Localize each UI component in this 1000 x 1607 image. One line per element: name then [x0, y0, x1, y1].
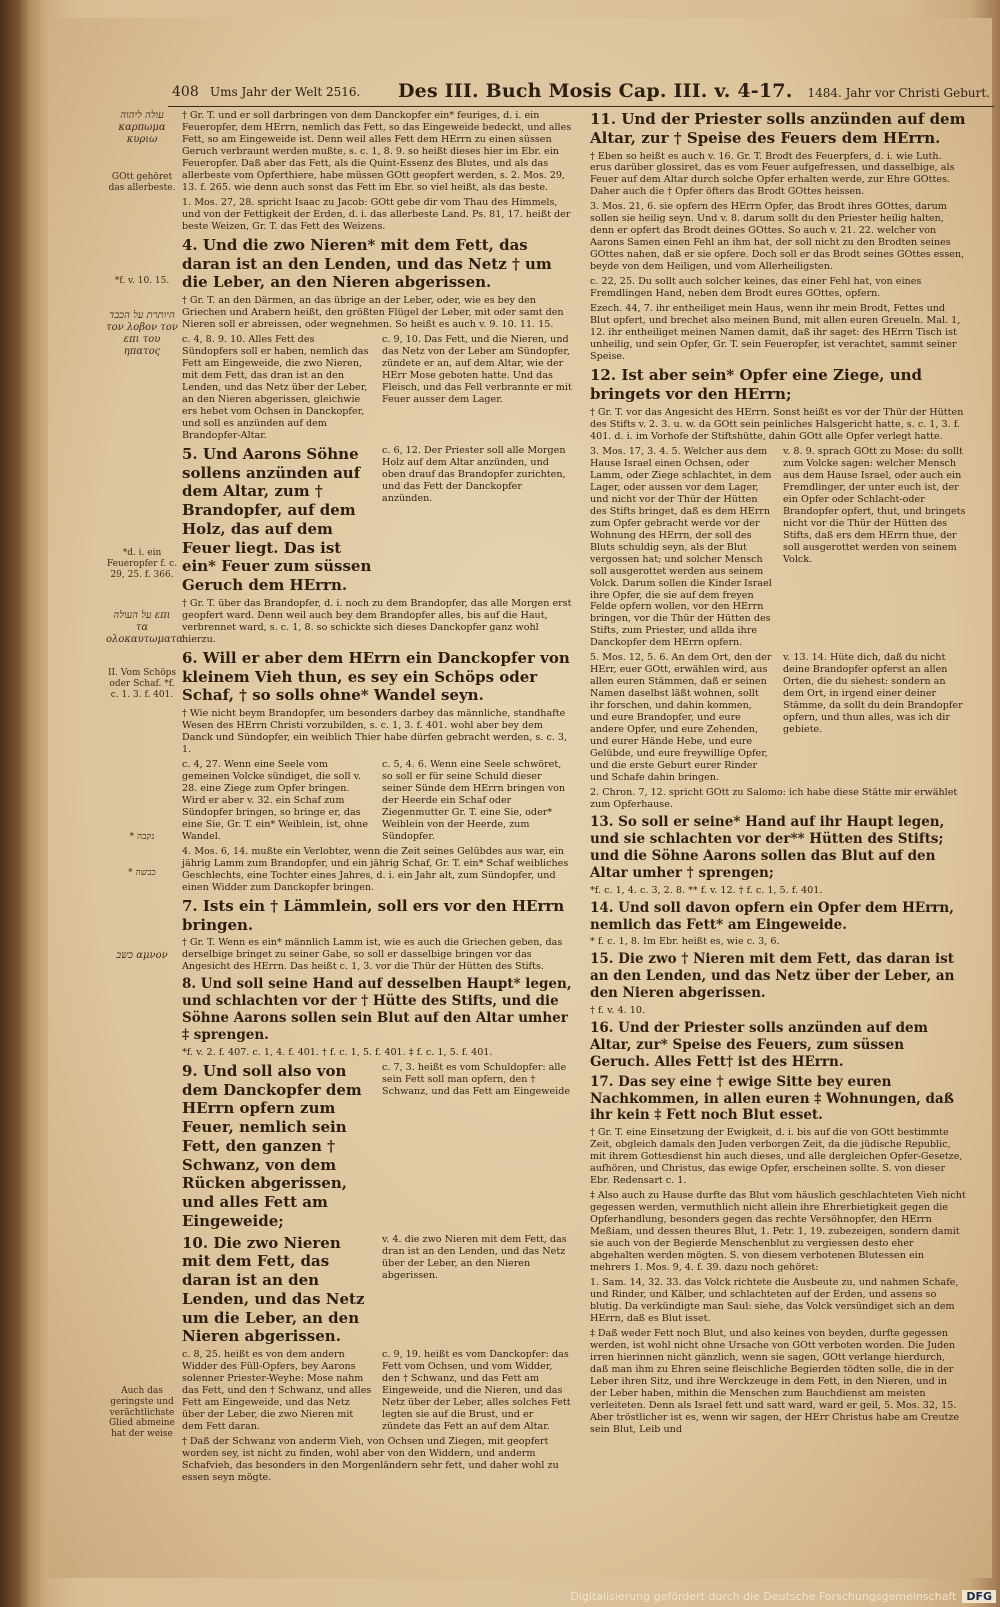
commentary: c. 8, 25. heißt es von dem andern Widder des Füll-Opfers, bey Aarons solenner Priester-Weyhe: Mose nahm das Fett, und den † Schwanz, und alles Fett am Eingeweide, und das Netz über der Leber, die zwo Nieren mit dem Fett daran.	[182, 1349, 372, 1432]
margin-note: *d. i. ein Feueropfer f. c. 29, 25. f. 366.	[106, 548, 178, 580]
verse-7: 7. Ists ein † Lämmlein, soll ers vor den HErrn bringen.	[182, 896, 565, 934]
verse-5: 5. Und Aarons Söhne sollens anzünden auf dem Altar, zum † Brandopfer, auf dem Holz, das auf dem Feuer liegt. Das ist ein* Feuer zum süssen Geruch dem HErrn.	[182, 444, 372, 595]
commentary: † Gr. T. über das Brandopfer, d. i. noch zu dem Brandopfer, das alle Morgen erst geopfert ward. Denn weil auch bey dem Brandopfer alles, bis auf die Haut, verbrennet ward, s. c. 1, 8. so schickte sich dieses Danckopfer ganz wohl hierzu.	[182, 597, 572, 645]
commentary: † Gr. T. Wenn es ein* männlich Lamm ist, wie es auch die Griechen geben, das derselbige bringet zu seiner Gabe, so soll er dasselbige bringen vor das Angesicht des HErrn. Das heißt c. 1, 3. vor die Thür der Hütten des Stifts.	[182, 937, 563, 973]
commentary: † Gr. T. eine Einsetzung der Ewigkeit, d. i. bis auf die von GOtt bestimmte Zeit, obgleich damals den Juden verborgen Zeit, da die jüdische Republic, mit ihrem Gottesdienst hin auch dieses, und alle dergleichen Opfer-Gesetze, aufhören, und Christus, das ewige Opfer, erscheinen sollte. S. von dieser Ebr. Redensart c. 1.	[590, 1127, 963, 1187]
commentary: c. 9, 19. heißt es vom Danckopfer: das Fett vom Ochsen, und vom Widder, den † Schwanz, und das Fett am Eingeweide, und die Nieren, und das Netz über der Leber, alles solches Fett legten sie auf die Brust, und er zündete das Fett an auf dem Altar.	[382, 1349, 571, 1432]
verse-6: 6. Will er aber dem HErrn ein Danckopfer von kleinem Vieh thun, es sey ein Schöps oder Schaf, † so solls ohne* Wandel seyn.	[182, 648, 570, 705]
year-before-christ: 1484. Jahr vor Christi Geburt.	[807, 86, 990, 100]
verse-16: 16. Und der Priester solls anzünden auf dem Altar, zur* Speise des Feuers, zum süssen Geruch. Alles Fett† ist des HErrn.	[590, 1020, 928, 1070]
cross-reference: † f. v. 4. 10.	[590, 1005, 645, 1017]
verse-15: 15. Die zwo † Nieren mit dem Fett, das daran ist an den Lenden, und das Netz über der Leber, an den Nieren abgerissen.	[590, 951, 955, 1002]
cross-reference: *f. v. 2. f. 407. c. 1, 4. f. 401. † f. c. 1, 5. f. 401. ‡ f. c. 1, 5. f. 401.	[182, 1046, 493, 1058]
commentary: † Gr. T. und er soll darbringen von dem Danckopfer ein* feuriges, d. i. ein Feueropfer, dem HErrn, nemlich das Fett, so das Eingeweide bedeckt, und alles Fett, so am Eingeweide ist. Denn weil alles Fett dem HErrn zu einen süssen Geruch verbraunt werden mußte, s. c. 1, 8. 9. so heißt dieses hier im Ebr. ein Feueropfer. Daß aber das Fett, als die Quint-Essenz des Blutes, und als das allerbeste vom Opferthiere, habe müssen GOtt geopfert werden, s. 2. Mos. 29, 13. f. 265. wie denn auch sonst das Fett im Ebr. so viel heißt, als das beste.	[182, 110, 572, 193]
margin-note: היותרת על הכבד τον λοβον τον επι του ηπατος	[106, 310, 178, 357]
margin-note: * נקבה	[129, 832, 155, 842]
commentary: v. 4. die zwo Nieren mit dem Fett, das dran ist an den Lenden, und das Netz über der Leber, an den Nieren abgerissen.	[382, 1233, 567, 1281]
header-rule	[168, 106, 994, 107]
right-column	[590, 110, 966, 1439]
verse-10: 10. Die zwo Nieren mit dem Fett, das daran ist an den Lenden, und das Netz um die Leber, an den Nieren abgerissen.	[182, 1233, 365, 1346]
verse-17: 17. Das sey eine † ewige Sitte bey euren Nachkommen, in allen euren ‡ Wohnungen, daß ihr kein ‡ Fett noch Blut esset.	[590, 1073, 954, 1124]
two-column-notes	[182, 759, 572, 846]
commentary: c. 4, 27. Wenn eine Seele vom gemeinen Volcke sündiget, die soll v. 28. eine Ziege zum Opfer bringen. Wird er aber v. 32. ein Schaf zum Sündopfer bringen, so bringe er, das eine Sie, Gr. T. ein* Weiblein, ist, ohne Wandel.	[182, 759, 369, 842]
margin-note: על העולה επι τα ολοκαυτωματα	[106, 610, 183, 645]
verse-8: 8. Und soll seine Hand auf desselben Haupt* legen, und schlachten vor der † Hütte des Stifts, und die Söhne Aarons sollen sein Blut auf den Altar umher ‡ sprengen.	[182, 976, 572, 1043]
commentary: † Eben so heißt es auch v. 16. Gr. T. Brodt des Feuerpfers, d. i. wie Luth. erus darüber glossiret, das es vom Feuer aufgefressen, und dasselbige, als Feuer auf dem Altar durch solche Opfer erhalten werde, zur Ehre GOttes. Daher auch die † Opfer öfters das Brodt GOttes heissen.	[590, 150, 955, 198]
margin-note: II. Vom Schöps oder Schaf. *f. c. 1. 3. f. 401.	[107, 668, 177, 700]
year-of-world: Ums Jahr der Welt 2516.	[210, 85, 361, 99]
cross-reference: *f. c. 1, 4. c. 3, 2. 8. ** f. v. 12. † f. c. 1, 5. f. 401.	[590, 884, 823, 896]
verse-10-row	[182, 1234, 572, 1350]
page-number: 408	[172, 84, 199, 100]
commentary: 1. Mos. 27, 28. spricht Isaac zu Jacob: GOtt gebe dir vom Thau des Himmels, und von der Fettigkeit der Erden, d. i. das allerbeste Land. Ps. 81, 17. heißt der beste Weizen, Gr. T. das Fett des Weizens.	[182, 196, 571, 232]
two-column-notes	[590, 446, 966, 653]
verse-13: 13. So soll er seine* Hand auf ihr Haupt legen, und sie schlachten vor der** Hütten des Stifts; und die Söhne Aarons sollen das Blut auf den Altar umher † sprengen;	[590, 814, 945, 881]
digitization-credit	[570, 1590, 996, 1603]
margin-note: *f. v. 10. 15.	[114, 276, 170, 286]
commentary: † Gr. T. vor das Angesicht des HErrn. Sonst heißt es vor der Thür der Hütten des Stifts v. 2. 3. u. w. da GOtt sein peinliches Halsgericht hatte, s. c. 1, 3. f. 401. d. i. im Vorhofe der Stiftshütte, dahin GOtt alle Opfer verlegt hatte.	[590, 406, 964, 442]
margin-note: עולה ליהוה καρπωμα κυριω	[118, 110, 166, 145]
left-column	[182, 110, 572, 1487]
margin-note: GOtt gehöret das allerbeste.	[108, 172, 176, 193]
commentary: † Gr. T. an den Därmen, an das übrige an der Leber, oder, wie es bey den Griechen und Arabern heißt, den größten Flügel der Leber, mit oder samt den Nieren soll er abreissen, oder wegnehmen. So heißt es auch v. 9. 10. 11. 15.	[182, 295, 564, 331]
commentary: c. 7, 3. heißt es vom Schuldopfer: alle sein Fett soll man opfern, den † Schwanz, und das Fett am Eingeweide	[382, 1061, 571, 1097]
commentary: c. 22, 25. Du sollt auch solcher keines, das einer Fehl hat, von eines Fremdlingen Hand, neben dem Brodt eures GOttes, opfern.	[590, 276, 922, 300]
page-title: Des III. Buch Mosis Cap. III. v. 4-17.	[398, 80, 793, 102]
commentary: ‡ Also auch zu Hause durfte das Blut vom häuslich geschlachteten Vieh nicht gegessen werden, vermuthlich nicht allein ihre Ehrerbietigkeit gegen die Opferhandlung, besonders gegen das rechte Versöhnopfer, den HErrn Meßiam, und dessen theures Blut, 1. Petr. 1, 19. zubezeigen, sondern damit sie auch von der Begierde Menschenblut zu vergiessen desto eher abgehalten werden mögten. S. von diesem verbotenen Blutessen ein mehrers 1. Mos. 9, 4. f. 39. dazu noch gehöret:	[590, 1190, 966, 1274]
commentary: Ezech. 44, 7. ihr entheiliget mein Haus, wenn ihr mein Brodt, Fettes und Blut opfert, und brechet also meinen Bund, mit allen euren Greueln. Mal. 1, 12. ihr entheiliget meinen Namen damit, daß ihr saget: des HErrn Tisch ist unheilig, und sein Opfer, Gr. T. sein Feueropfer, ist verachtet, sammt seiner Speise.	[590, 303, 961, 363]
commentary: c. 6, 12. Der Priester soll alle Morgen Holz auf dem Altar anzünden, und oben drauf das Brandopfer zurichten, und das Fett der Danckopfer anzünden.	[382, 444, 566, 504]
commentary: 3. Mos. 17, 3. 4. 5. Welcher aus dem Hause Israel einen Ochsen, oder Lamm, oder Ziege schlachtet, in dem Lager, oder aussen vor dem Lager, und nicht vor der Thür der Hütten des Stifts bringet, daß es dem HErrn zum Opfer gebracht werde vor der Wohnung des HErrn, der soll des Bluts schuldig seyn, als der Blut vergossen hat; und solcher Mensch soll ausgerottet werden aus seinem Volck. Darum sollen die Kinder Israel ihre Opfer, die sie auf dem freyen Felde opfern wollen, vor den HErrn bringen, vor die Thür der Hütten des Stifts, zum Priester, und allda ihre Danckopfer dem HErrn opfern.	[590, 445, 772, 649]
commentary: 5. Mos. 12, 5. 6. An dem Ort, den der HErr, euer GOtt, erwählen wird, aus allen euren Stämmen, daß er seinen Namen daselbst läßt wohnen, sollt ihr forschen, und dahin kommen, und eure Brandopfer, und eure andere Opfer, und eure Zehenden, und eurer Hände Hebe, und eure Gelübde, und eure freywillige Opfer, und die erste Geburt eurer Rinder und Schafe dahin bringen.	[590, 652, 772, 784]
credit-text: Digitalisierung gefördert durch die Deutsche Forschungsgemeinschaft	[570, 1590, 957, 1603]
commentary: 2. Chron. 7, 12. spricht GOtt zu Salomo: ich habe diese Stätte mir erwählet zum Opferhause.	[590, 787, 958, 811]
commentary: 4. Mos. 6, 14. mußte ein Verlobter, wenn die Zeit seines Gelübdes aus war, ein jährig Lamm zum Brandopfer, und ein jährig Schaf, Gr. T. ein* Schaf weibliches Geschlechts, eine Tochter eines Jahres, d. i. ein Jahr alt, zum Sündopfer, und einen Widder zum Danckopfer bringen.	[182, 845, 569, 893]
verse-5-row	[182, 445, 572, 598]
two-column-notes	[590, 652, 966, 787]
commentary: ‡ Daß weder Fett noch Blut, und also keines von beyden, durfte gegessen werden, ist wohl nicht ohne Ursache von GOtt verboten worden. Die Juden irren hierinnen nicht gänzlich, wenn sie sagen, GOtt verlange hierdurch, daß man ihm zu Ehren seine fleischliche Begierden tödten solle, die in der Leber ihren Sitz, und ihre Werckzeuge in dem Fett, in den Nieren, und in der Leber haben, mithin die Menschen zum Bauchdienst am meisten verleiteten. Denn als Israel fett und satt ward, ward er geil, 5. Mos. 32, 15. Aber tröstlicher ist es, wenn wir sagen, der HErr Christus habe am Creutze sein Blut, Leib und	[590, 1328, 960, 1435]
commentary: † Wie nicht beym Brandopfer, um besonders darbey das männliche, standhafte Wesen des HErrn Christi vorzubilden, s. c. 1, 3. f. 401. wohl aber bey dem Danck und Sündopfer, ein weiblich Thier habe dürfen gebracht werden, s. c. 3, 1.	[182, 708, 568, 756]
commentary: 1. Sam. 14, 32. 33. das Volck richtete die Ausbeute zu, und nahmen Schafe, und Rinder, und Kälber, und schlachteten auf der Erden, und assens so blutig. Da verkündigte man Saul: siehe, das Volck versündiget sich an dem HErrn, daß es Blut isset.	[590, 1277, 959, 1325]
commentary: 3. Mos. 21, 6. sie opfern des HErrn Opfer, das Brodt ihres GOttes, darum sollen sie heilig seyn. Und v. 8. darum sollt du den Priester heilig halten, denn er opfert das Brodt deines GOttes. So auch v. 21. 22. welcher von Aarons Samen einen Fehl an ihm hat, der soll nicht zu den Brodten seines GOttes nahen, daß er sie opfere. Doch soll er das Brodt seines GOttes essen, beyde von dem Heiligen, und vom Allerheiligsten.	[590, 201, 965, 273]
verse-12: 12. Ist aber sein* Opfer eine Ziege, und bringets vor den HErrn;	[590, 366, 923, 403]
verse-11: 11. Und der Priester solls anzünden auf dem Altar, zur † Speise des Feuers dem HErrn.	[590, 110, 966, 147]
commentary: c. 5, 4. 6. Wenn eine Seele schwöret, so soll er für seine Schuld dieser seiner Sünde dem HErrn bringen von der Heerde ein Schaf oder Ziegenmutter Gr. T. eine Sie, oder* Weiblein von der Heerde, zum Sündopfer.	[382, 759, 566, 842]
commentary: c. 4, 8. 9. 10. Alles Fett des Sündopfers soll er haben, nemlich das Fett am Eingeweide, die zwo Nieren, mit dem Fett, das dran ist an den Lenden, und das Netz über der Leber, an den Nieren abgerissen, gleichwie ers hebet vom Ochsen in Danckopfer, und soll es anzünden auf dem Brandopfer-Altar.	[182, 334, 369, 441]
two-column-notes	[182, 1349, 572, 1436]
dfg-logo: DFG	[962, 1590, 996, 1603]
verse-14: 14. Und soll davon opfern ein Opfer dem HErrn, nemlich das Fett* am Eingeweide.	[590, 899, 954, 933]
running-header	[170, 80, 990, 106]
two-column-notes	[182, 334, 572, 445]
margin-note: כשב αμνον	[116, 950, 168, 961]
verse-9: 9. Und soll also von dem Danckopfer dem HErrn opfern zum Feuer, nemlich sein Fett, den ganzen † Schwanz, von dem Rücken abgerissen, und alles Fett am Eingeweide;	[182, 1061, 362, 1230]
commentary: v. 13. 14. Hüte dich, daß du nicht deine Brandopfer opferst an allen Orten, die du siehest: sondern an dem Ort, in irgend einer deiner Stämme, da sollt du dein Brandopfer opfern, und thun alles, was ich dir gebiete.	[783, 652, 963, 736]
commentary: † Daß der Schwanz von anderm Vieh, von Ochsen und Ziegen, mit geopfert worden sey, ist nicht zu finden, wohl aber von den Widdern, und anderm Schafvieh, das besonders in den Morgenländern sehr fett, und daher wohl zu essen seyn mögte.	[182, 1435, 559, 1483]
verse-4: 4. Und die zwo Nieren* mit dem Fett, das daran ist an den Lenden, und das Netz † um die Leber, an den Nieren abgerissen.	[182, 235, 552, 292]
margin-note: Auch das geringste und verächtlichste Glied abmeine hat der weise	[109, 1386, 175, 1440]
verse-9-row	[182, 1062, 572, 1234]
margin-note: * כבשה	[128, 868, 156, 878]
commentary: v. 8. 9. sprach GOtt zu Mose: du sollt zum Volcke sagen: welcher Mensch aus dem Hause Israel, oder auch ein Fremdlinger, der unter euch ist, der ein Opfer oder Schlacht-oder Brandopfer opfert, thut, und bringets nicht vor die Thür der Hütten des Stifts, daß ers dem HErrn thue, der soll ausgerottet werden von seinem Volck.	[783, 445, 966, 565]
commentary: c. 9, 10. Das Fett, und die Nieren, und das Netz von der Leber am Sündopfer, zündete er an, auf dem Altar, wie der HErr Mose geboten hatte. Und das Fleisch, und das Fell verbrannte er mit Feuer ausser dem Lager.	[382, 334, 572, 405]
cross-reference: * f. c. 1, 8. Im Ebr. heißt es, wie c. 3, 6.	[590, 936, 780, 948]
